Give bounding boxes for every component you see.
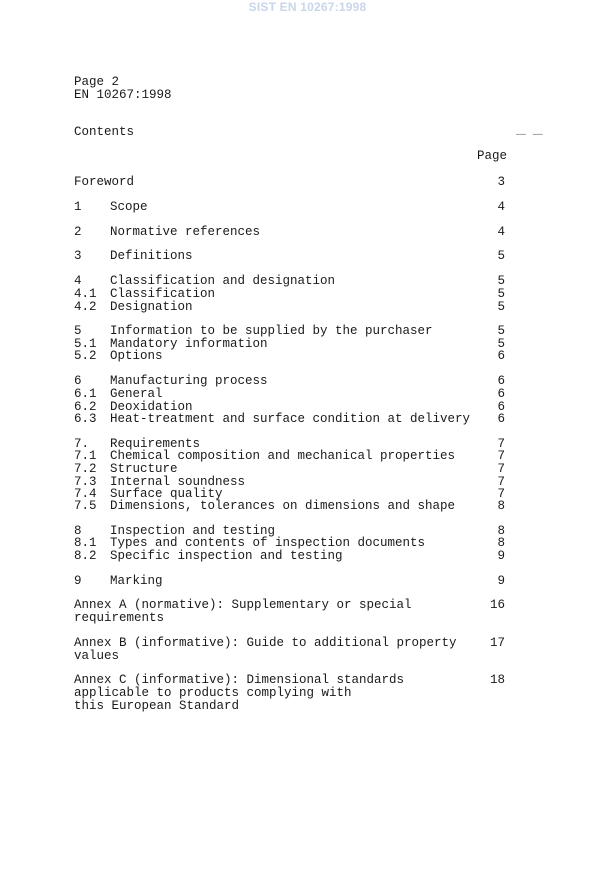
- toc-entry-title: Mandatory information: [110, 337, 268, 351]
- annex-page: 17: [489, 636, 505, 650]
- toc-entry-number: 4.2: [74, 300, 97, 314]
- toc-entry-title: General: [110, 387, 163, 401]
- toc-entry-number: 1: [74, 200, 82, 214]
- toc-entry-title: Surface quality: [110, 487, 223, 501]
- page-column-heading: Page: [477, 149, 508, 163]
- toc-entry-title: Marking: [110, 574, 163, 588]
- toc-entry-page: 7: [497, 449, 505, 463]
- toc-entry-title: Definitions: [110, 249, 193, 263]
- toc-entry-number: 4: [74, 274, 82, 288]
- toc-entry-number: 6.2: [74, 400, 97, 414]
- toc-entry-title: Heat-treatment and surface condition at delivery: [110, 412, 471, 426]
- toc-entry-page: 4: [497, 225, 505, 239]
- document-id-header: EN 10267:1998: [74, 88, 172, 102]
- toc-entry-title: Options: [110, 349, 163, 363]
- annex-title-line: this European Standard: [74, 699, 240, 713]
- toc-entry-title: Chemical composition and mechanical properties: [110, 449, 456, 463]
- toc-entry-title: Scope: [110, 200, 148, 214]
- toc-entry-number: 8: [74, 524, 82, 538]
- annex-title-line: Annex C (informative): Dimensional standards: [74, 673, 405, 687]
- toc-entry-number: 5.2: [74, 349, 97, 363]
- toc-entry-page: 4: [497, 200, 505, 214]
- toc-entry-number: 7.3: [74, 475, 97, 489]
- toc-entry-page: 7: [497, 437, 505, 451]
- toc-entry-number: 5: [74, 324, 82, 338]
- toc-entry-number: 3: [74, 249, 82, 263]
- toc-entry-number: 6: [74, 374, 82, 388]
- toc-entry-title: Designation: [110, 300, 193, 314]
- toc-entry-title: Types and contents of inspection documents: [110, 536, 426, 550]
- toc-entry-title: Internal soundness: [110, 475, 246, 489]
- toc-entry-page: 6: [497, 349, 505, 363]
- contents-heading: Contents: [74, 125, 135, 139]
- toc-entry-page: 7: [497, 475, 505, 489]
- page-number-header: Page 2: [74, 75, 120, 89]
- toc-entry-number: 7.2: [74, 462, 97, 476]
- toc-entry-number: 6.3: [74, 412, 97, 426]
- toc-entry-page: 5: [497, 287, 505, 301]
- toc-entry-title: Classification and designation: [110, 274, 336, 288]
- toc-entry-page: 5: [497, 300, 505, 314]
- annex-page: 18: [489, 673, 505, 687]
- toc-entry-title: Manufacturing process: [110, 374, 268, 388]
- toc-entry-number: 7.5: [74, 499, 97, 513]
- toc-entry-page: 6: [497, 374, 505, 388]
- toc-entry-page: 6: [497, 412, 505, 426]
- annex-title-line: values: [74, 649, 120, 663]
- toc-entry-page: 9: [497, 574, 505, 588]
- toc-entry-title: Deoxidation: [110, 400, 193, 414]
- toc-entry-number: 9: [74, 574, 82, 588]
- toc-entry-page: 6: [497, 387, 505, 401]
- toc-entry-title: Dimensions, tolerances on dimensions and shape: [110, 499, 456, 513]
- toc-entry-number: 7.1: [74, 449, 97, 463]
- toc-entry-title: Information to be supplied by the purchaser: [110, 324, 433, 338]
- toc-entry-number: 2: [74, 225, 82, 239]
- watermark: SIST EN 10267:1998: [248, 0, 367, 14]
- toc-entry-page: 5: [497, 249, 505, 263]
- toc-entry-page: 8: [497, 536, 505, 550]
- toc-entry-page: 6: [497, 400, 505, 414]
- foreword-page: 3: [497, 175, 505, 189]
- annex-title-line: Annex A (normative): Supplementary or special: [74, 598, 412, 612]
- toc-entry-title: Structure: [110, 462, 178, 476]
- toc-entry-page: 8: [497, 499, 505, 513]
- toc-entry-number: 8.1: [74, 536, 97, 550]
- toc-entry-page: 7: [497, 487, 505, 501]
- toc-entry-title: Normative references: [110, 225, 261, 239]
- scan-mark: — —: [516, 129, 545, 140]
- toc-entry-number: 7.: [74, 437, 90, 451]
- toc-entry-number: 8.2: [74, 549, 97, 563]
- toc-entry-page: 7: [497, 462, 505, 476]
- toc-entry-title: Specific inspection and testing: [110, 549, 343, 563]
- annex-title-line: requirements: [74, 611, 165, 625]
- annex-title-line: applicable to products complying with: [74, 686, 352, 700]
- toc-entry-page: 8: [497, 524, 505, 538]
- foreword-label: Foreword: [74, 175, 135, 189]
- toc-entry-page: 9: [497, 549, 505, 563]
- toc-entry-number: 4.1: [74, 287, 97, 301]
- toc-entry-page: 5: [497, 274, 505, 288]
- toc-entry-number: 6.1: [74, 387, 97, 401]
- toc-entry-page: 5: [497, 324, 505, 338]
- toc-entry-title: Requirements: [110, 437, 201, 451]
- toc-entry-page: 5: [497, 337, 505, 351]
- annex-page: 16: [489, 598, 505, 612]
- toc-entry-number: 7.4: [74, 487, 97, 501]
- annex-title-line: Annex B (informative): Guide to additional property: [74, 636, 457, 650]
- toc-entry-number: 5.1: [74, 337, 97, 351]
- toc-entry-title: Classification: [110, 287, 216, 301]
- toc-entry-title: Inspection and testing: [110, 524, 276, 538]
